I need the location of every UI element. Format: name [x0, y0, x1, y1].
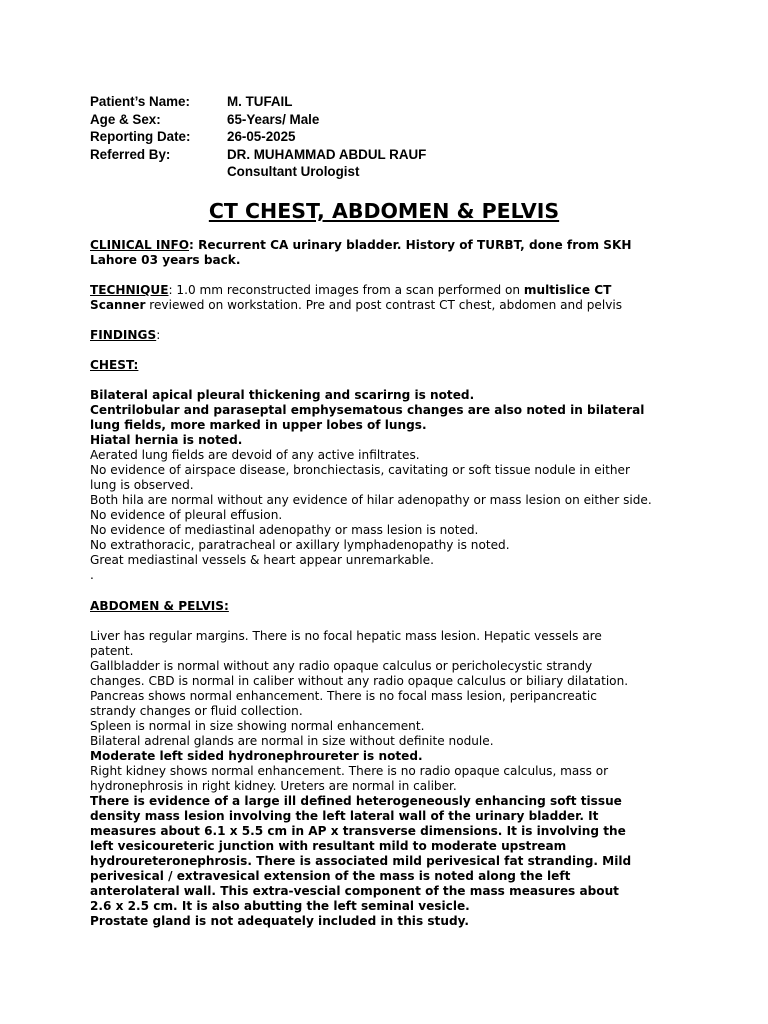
patient-name-value: M. TUFAIL [227, 94, 293, 109]
abdomen-finding-line: Prostate gland is not adequately included in this study. [90, 914, 469, 928]
technique-label: TECHNIQUE [90, 283, 169, 297]
technique-scanner-bold-1: multislice CT [523, 283, 612, 297]
abdomen-finding-line: anterolateral wall. This extra-vescial component of the mass measures about [90, 884, 619, 898]
age-sex-value: 65-Years/ Male [227, 111, 320, 127]
referred-by-row [90, 146, 426, 164]
findings-label: FINDINGS [90, 328, 157, 342]
abdomen-finding-line: patent. [90, 644, 134, 658]
abdomen-finding-line: hydroureteronephrosis. There is associated mild perivesical fat stranding. Mild [90, 854, 632, 868]
abdomen-finding-line: measures about 6.1 x 5.5 cm in AP x transverse dimensions. It is involving the [90, 824, 626, 838]
chest-finding-line: No evidence of pleural effusion. [90, 508, 283, 522]
findings-heading [90, 328, 160, 343]
age-sex-row [90, 111, 426, 129]
chest-finding-line: Both hila are normal without any evidence of hilar adenopathy or mass lesion on either side. [90, 493, 652, 507]
chest-heading-text: CHEST: [90, 358, 139, 372]
technique-text-1: : 1.0 mm reconstructed images from a scan performed on [168, 283, 524, 297]
abdomen-finding-line: Pancreas shows normal enhancement. There is no focal mass lesion, peripancreatic [90, 689, 597, 703]
technique-text-2: reviewed on workstation. Pre and post contrast CT chest, abdomen and pelvis [145, 298, 623, 312]
technique-section [90, 283, 622, 313]
chest-finding-line: Great mediastinal vessels & heart appear unremarkable. [90, 553, 434, 567]
abdomen-finding-line: Bilateral adrenal glands are normal in size without definite nodule. [90, 734, 494, 748]
abdomen-finding-line: strandy changes or fluid collection. [90, 704, 303, 718]
abdomen-finding-line: changes. CBD is normal in caliber without any radio opaque calculus or biliary dilatation. [90, 674, 629, 688]
reporting-date-row [90, 128, 426, 146]
patient-name-row [90, 93, 426, 111]
reporting-date-label: Reporting Date: [90, 129, 191, 145]
abdomen-finding-line: left vesicoureteric junction with resultant mild to moderate upstream [90, 839, 567, 853]
chest-findings [90, 388, 652, 583]
findings-heading-line [90, 328, 160, 343]
abdomen-finding-line: Spleen is normal in size showing normal enhancement. [90, 719, 425, 733]
chest-finding-line: Aerated lung fields are devoid of any active infiltrates. [90, 448, 420, 462]
technique-line-1 [90, 283, 622, 298]
abdomen-heading [90, 599, 229, 614]
clinical-info-separator: : [189, 238, 194, 252]
referrer-designation-row [90, 163, 426, 181]
patient-name-label: Patient’s Name: [90, 94, 190, 109]
clinical-info-label: CLINICAL INFO [90, 238, 190, 252]
clinical-info-text-1: Recurrent CA urinary bladder. History of TURBT, done from SKH [193, 238, 632, 252]
report-title: CT CHEST, ABDOMEN & PELVIS [208, 199, 560, 223]
findings-separator: : [156, 328, 161, 342]
abdomen-finding-line: Liver has regular margins. There is no focal hepatic mass lesion. Hepatic vessels are [90, 629, 602, 643]
age-sex-label: Age & Sex: [90, 111, 161, 127]
abdomen-finding-line: perivesical / extravesical extension of the mass is noted along the left [90, 869, 571, 883]
clinical-info-line-2: Lahore 03 years back. [90, 253, 241, 267]
chest-finding-line: Bilateral apical pleural thickening and scarirng is noted. [90, 388, 475, 402]
referred-by-label: Referred By: [90, 146, 171, 162]
chest-finding-line: lung is observed. [90, 478, 194, 492]
patient-header [90, 93, 426, 181]
referrer-designation: Consultant Urologist [227, 164, 360, 180]
abdomen-finding-line: There is evidence of a large ill defined heterogeneously enhancing soft tissue [90, 794, 622, 808]
chest-finding-line: Hiatal hernia is noted. [90, 433, 243, 447]
abdomen-finding-line: Moderate left sided hydronephroureter is noted. [90, 749, 423, 763]
chest-heading [90, 358, 138, 373]
chest-finding-line: lung fields, more marked in upper lobes of lungs. [90, 418, 427, 432]
abdomen-finding-line: hydronephrosis in right kidney. Ureters are normal in caliber. [90, 779, 457, 793]
chest-finding-line: No evidence of mediastinal adenopathy or mass lesion is noted. [90, 523, 479, 537]
abdomen-finding-line: 2.6 x 2.5 cm. It is also abutting the left seminal vesicle. [90, 899, 470, 913]
referrer-designation-spacer [90, 163, 227, 181]
abdomen-finding-line: density mass lesion involving the left lateral wall of the urinary bladder. It [90, 809, 599, 823]
clinical-info-line-1 [90, 238, 632, 253]
chest-finding-line: No evidence of airspace disease, bronchiectasis, cavitating or soft tissue nodule in either [90, 463, 630, 477]
clinical-info-section [90, 238, 632, 268]
chest-finding-line: No extrathoracic, paratracheal or axillary lymphadenopathy is noted. [90, 538, 510, 552]
abdomen-finding-line: Gallbladder is normal without any radio opaque calculus or pericholecystic strandy [90, 659, 593, 673]
technique-line-2 [90, 298, 622, 313]
referred-by-value: DR. MUHAMMAD ABDUL RAUF [227, 146, 427, 162]
reporting-date-value: 26-05-2025 [227, 129, 296, 145]
chest-finding-line: Centrilobular and paraseptal emphysematous changes are also noted in bilateral [90, 403, 645, 417]
abdomen-findings [90, 629, 631, 929]
abdomen-finding-line: Right kidney shows normal enhancement. There is no radio opaque calculus, mass or [90, 764, 609, 778]
technique-scanner-bold-2: Scanner [90, 298, 146, 312]
chest-finding-line: . [90, 568, 94, 582]
abdomen-heading-text: ABDOMEN & PELVIS: [90, 599, 229, 613]
